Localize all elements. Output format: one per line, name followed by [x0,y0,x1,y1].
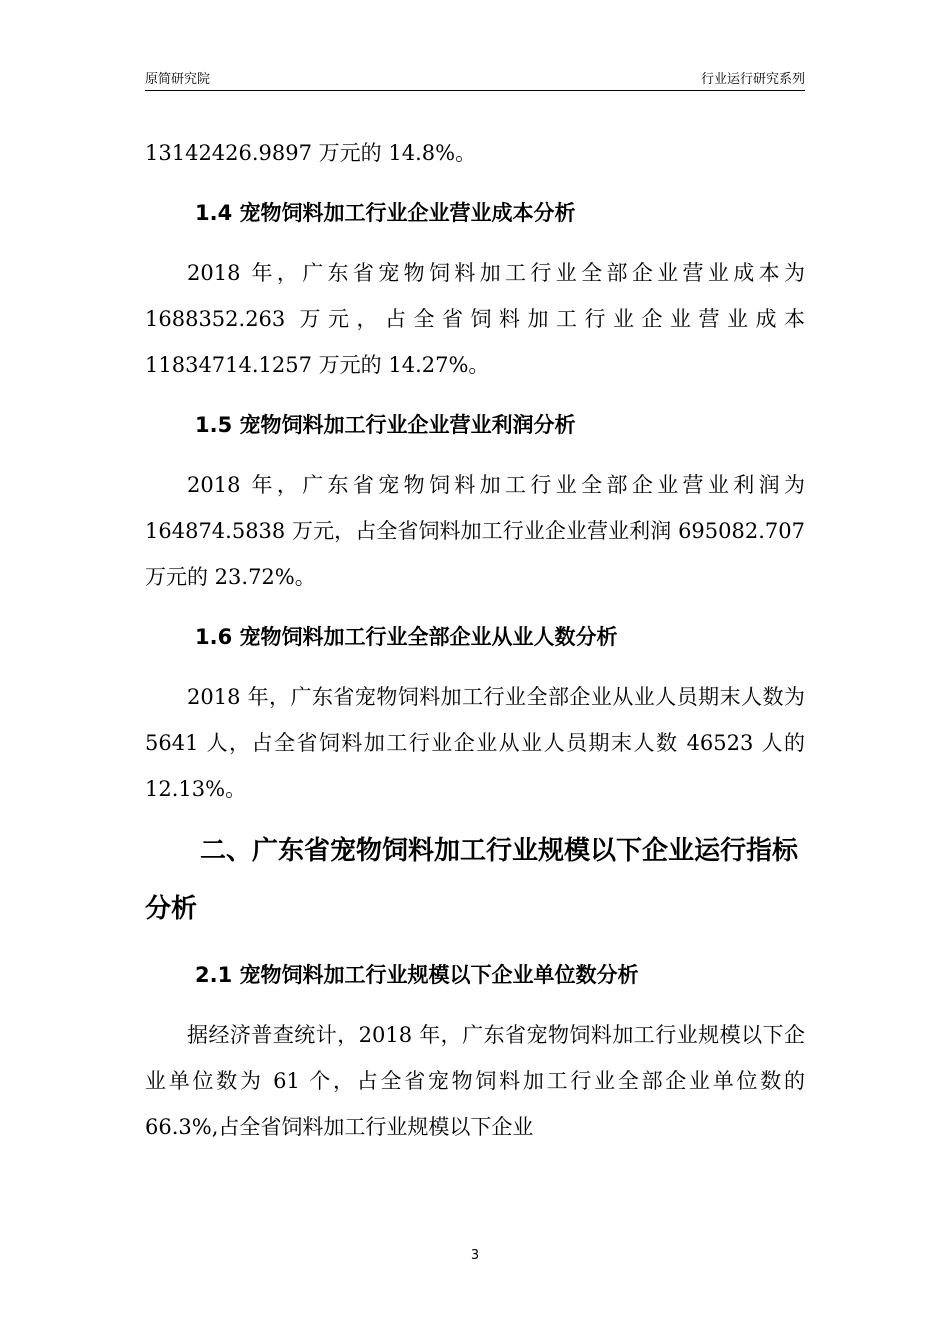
document-body [145,130,805,1150]
chapter-heading-2: 二、广东省宠物饲料加工行业规模以下企业运行指标分析 [145,836,799,924]
paragraph-employees: 2018 年，广东省宠物饲料加工行业全部企业从业人员期末人数为 5641 人，占全省饲料加工行业企业从业人员期末人数 46523 人的 12.13%。 [145,685,805,801]
header-series-title: 行业运行研究系列 [700,72,805,87]
page-header [145,66,805,91]
page-number: 3 [470,1248,480,1263]
paragraph-operating-cost: 2018 年，广东省宠物饲料加工行业全部企业营业成本为 1688352.263 万元，占全省饲料加工行业企业营业成本 11834714.1257 万元的 14.27%。 [145,261,805,377]
header-organization: 原简研究院 [145,72,211,87]
section-heading-1-4: 1.4 宠物饲料加工行业企业营业成本分析 [195,201,576,225]
continued-paragraph: 13142426.9897 万元的 14.8%。 [145,141,477,165]
section-heading-1-5: 1.5 宠物饲料加工行业企业营业利润分析 [195,413,576,437]
paragraph-unit-count: 据经济普查统计，2018 年，广东省宠物饲料加工行业规模以下企业单位数为 61 个，占全省宠物饲料加工行业全部企业单位数的 66.3%,占全省饲料加工行业规模以下企业 [145,1023,805,1139]
section-heading-1-6: 1.6 宠物饲料加工行业全部企业从业人数分析 [195,625,618,649]
paragraph-operating-profit: 2018 年，广东省宠物饲料加工行业全部企业营业利润为 164874.5838 万元，占全省饲料加工行业企业营业利润 695082.707 万元的 23.72%。 [145,473,805,589]
section-heading-2-1: 2.1 宠物饲料加工行业规模以下企业单位数分析 [195,963,639,987]
